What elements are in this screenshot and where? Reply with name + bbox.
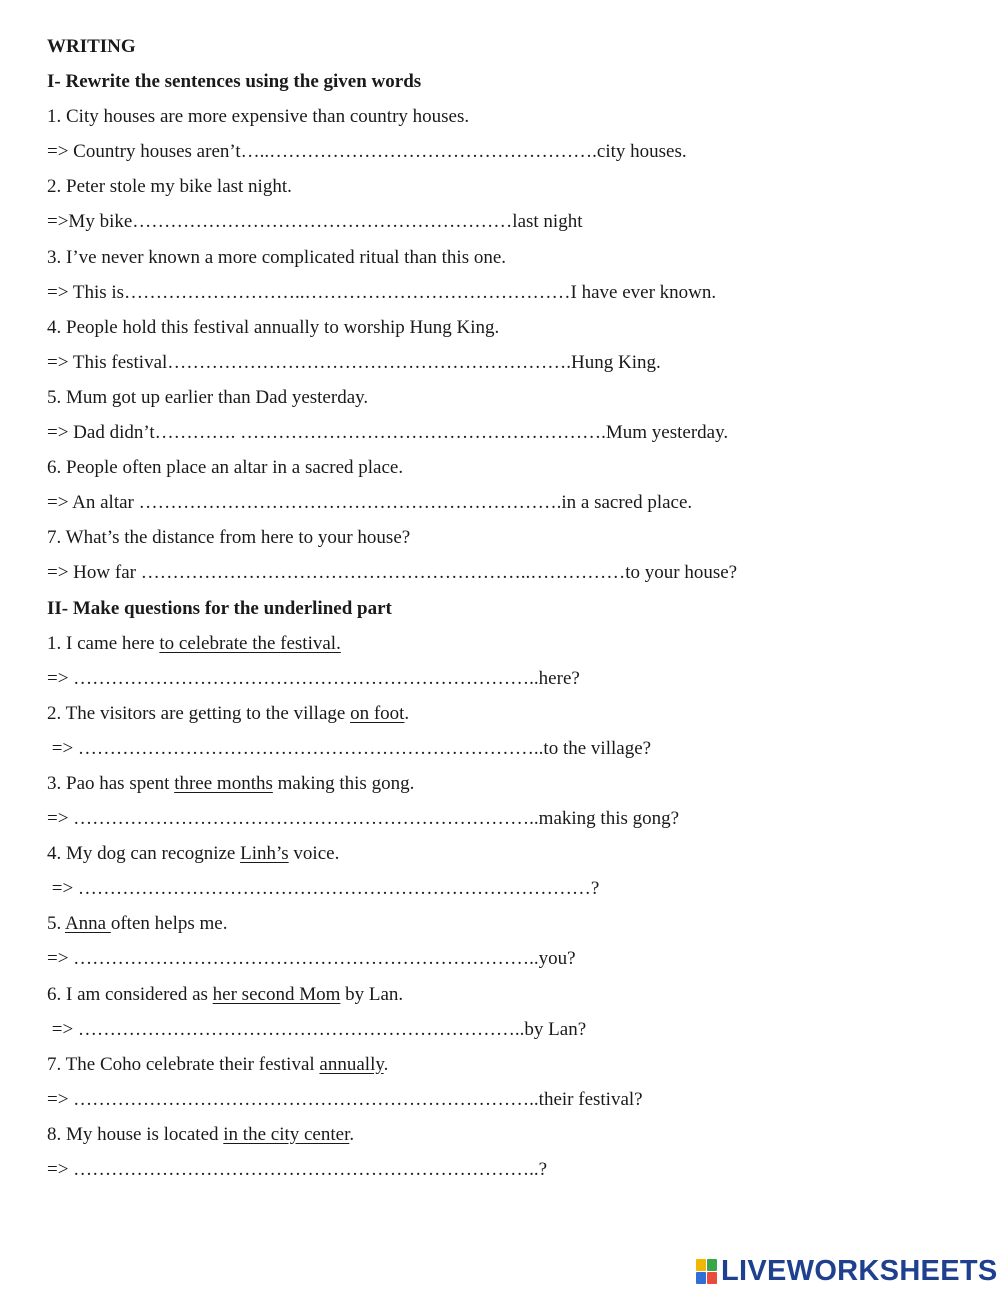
logo-square: [696, 1272, 706, 1284]
logo-mark-icon: [696, 1259, 717, 1284]
s2-a5: => ………………………………………………………………..you?: [47, 948, 576, 970]
s2-q7: 7. The Coho celebrate their festival annually.: [47, 1053, 389, 1075]
s2-a3: => ………………………………………………………………..making this gong?: [47, 808, 680, 830]
underlined-part: annually: [319, 1053, 384, 1075]
s2-a7: => ………………………………………………………………..their festival?: [47, 1088, 643, 1110]
underlined-part: Anna: [64, 913, 111, 935]
underlined-part: three months: [174, 772, 273, 794]
s1-a3: => This is………………………..……………………………………I have ever known.: [47, 281, 717, 303]
liveworksheets-logo[interactable]: [696, 1256, 998, 1286]
underlined-part: her second Mom: [212, 983, 341, 1005]
logo-square: [707, 1259, 717, 1271]
s1-a7: => How far ……………………………………………………..……………to your house?: [47, 562, 738, 584]
s1-a4: => This festival……………………………………………………….Hung King.: [47, 351, 661, 373]
s1-q1: 1. City houses are more expensive than country houses.: [47, 106, 470, 128]
s2-a2: => ………………………………………………………………..to the village?: [47, 737, 652, 759]
s1-q7: 7. What’s the distance from here to your house?: [47, 527, 411, 549]
s2-q8: 8. My house is located in the city center.: [47, 1123, 355, 1145]
worksheet: [47, 33, 947, 1191]
section1-heading: I- Rewrite the sentences using the given words: [47, 71, 422, 93]
s1-a6: => An altar ………………………………………………………….in a sacred place.: [47, 492, 693, 514]
s2-a1: => ………………………………………………………………..here?: [47, 667, 580, 689]
logo-text: LIVEWORKSHEETS: [721, 1254, 998, 1287]
s1-a5: => Dad didn’t…………. ………………………………………………….Mum yesterday.: [47, 422, 729, 444]
s2-q3: 3. Pao has spent three months making this gong.: [47, 772, 415, 794]
s1-q4: 4. People hold this festival annually to worship Hung King.: [47, 316, 500, 338]
s1-a2: =>My bike……………………………………………………last night: [47, 211, 583, 233]
section2-heading: II- Make questions for the underlined part: [47, 597, 392, 619]
logo-square: [707, 1272, 717, 1284]
underlined-part: Linh’s: [240, 843, 289, 865]
page-title: WRITING: [47, 36, 136, 57]
s2-q1: 1. I came here to celebrate the festival.: [47, 632, 341, 654]
s2-q5: 5. Anna often helps me.: [47, 913, 228, 935]
s2-q6: 6. I am considered as her second Mom by Lan.: [47, 983, 404, 1005]
underlined-part: on foot: [350, 702, 405, 724]
underlined-part: in the city center: [223, 1123, 350, 1145]
s2-a8: => ………………………………………………………………..?: [47, 1159, 548, 1180]
s2-q4: 4. My dog can recognize Linh’s voice.: [47, 843, 340, 865]
logo-square: [696, 1259, 706, 1271]
s2-a6: => ……………………………………………………………..by Lan?: [47, 1018, 587, 1040]
s2-a4: => ………………………………………………………………………?: [47, 878, 600, 900]
s1-a1: => Country houses aren’t…..…………………………………………….city houses.: [47, 141, 687, 163]
s2-q2: 2. The visitors are getting to the village on foot.: [47, 702, 410, 724]
s1-q3: 3. I’ve never known a more complicated ritual than this one.: [47, 246, 507, 268]
underlined-part: to celebrate the festival.: [159, 632, 341, 654]
s1-q2: 2. Peter stole my bike last night.: [47, 176, 292, 198]
s1-q6: 6. People often place an altar in a sacred place.: [47, 457, 404, 479]
s1-q5: 5. Mum got up earlier than Dad yesterday.: [47, 386, 369, 408]
